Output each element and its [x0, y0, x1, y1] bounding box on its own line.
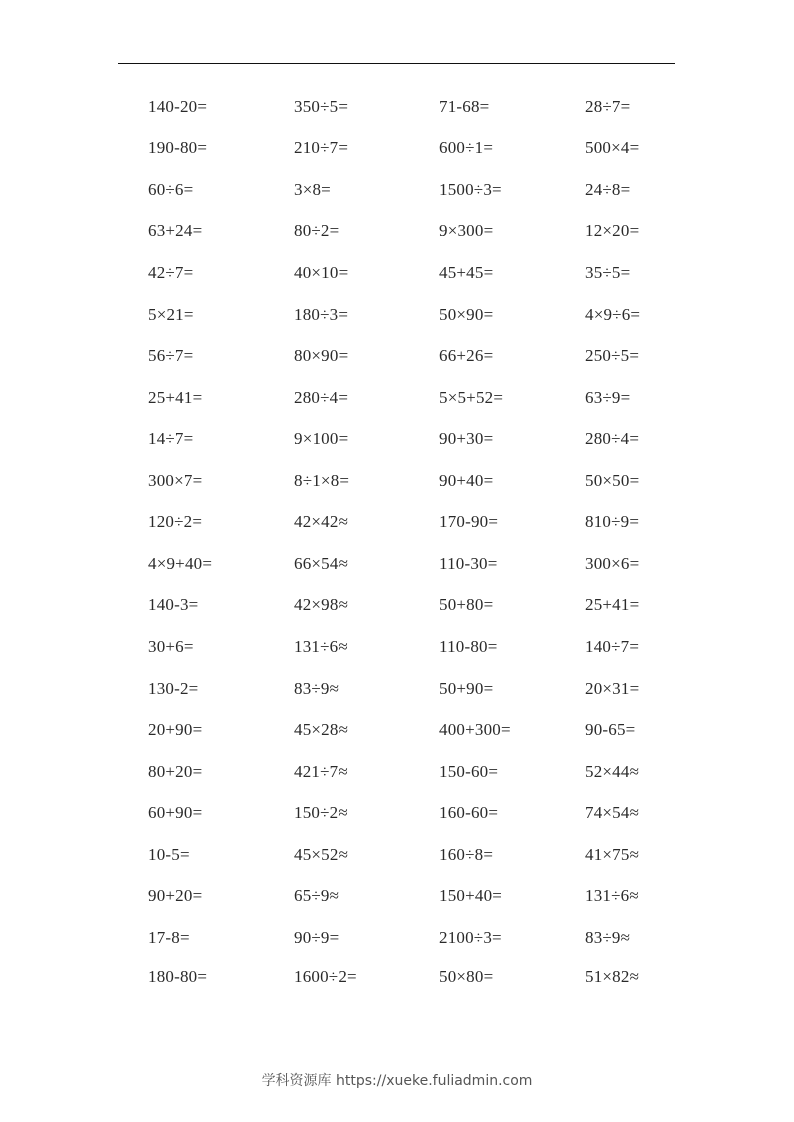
- math-problem: 50×90=: [439, 305, 494, 324]
- math-problem: 90÷9=: [294, 928, 340, 947]
- math-problem: 150÷2≈: [294, 803, 348, 822]
- math-problem: 1500÷3=: [439, 180, 502, 199]
- math-problem: 170-90=: [439, 512, 499, 531]
- math-problem: 300×7=: [148, 471, 203, 490]
- math-problem: 50+80=: [439, 595, 494, 614]
- problem-row: [148, 884, 708, 908]
- math-problem: 150-60=: [439, 762, 499, 781]
- problem-row: [148, 178, 708, 202]
- math-problem: 41×75≈: [585, 845, 640, 864]
- math-problem: 52×44≈: [585, 762, 640, 781]
- math-problem: 17-8=: [148, 928, 190, 947]
- math-problem: 80÷2=: [294, 221, 340, 240]
- math-problem: 60+90=: [148, 803, 203, 822]
- math-problem: 14÷7=: [148, 429, 194, 448]
- math-problem: 51×82≈: [585, 967, 640, 986]
- math-problem: 90+20=: [148, 886, 203, 905]
- math-problem: 45×28≈: [294, 720, 349, 739]
- math-problem: 90+40=: [439, 471, 494, 490]
- math-problem: 300×6=: [585, 554, 640, 573]
- math-problem: 66+26=: [439, 346, 494, 365]
- problem-row: [148, 510, 708, 534]
- math-problem: 120÷2=: [148, 512, 203, 531]
- math-problem: 45×52≈: [294, 845, 349, 864]
- problem-row: [148, 95, 708, 119]
- math-problem: 280÷4=: [585, 429, 640, 448]
- problem-row: [148, 593, 708, 617]
- problem-row: [148, 219, 708, 243]
- problem-row: [148, 843, 708, 867]
- math-problem: 50×80=: [439, 967, 494, 986]
- problem-row: [148, 386, 708, 410]
- math-problem: 12×20=: [585, 221, 640, 240]
- problem-row: [148, 136, 708, 160]
- math-problem: 80×90=: [294, 346, 349, 365]
- math-problem: 130-2=: [148, 679, 199, 698]
- math-problem: 140-3=: [148, 595, 199, 614]
- problem-row: [148, 552, 708, 576]
- problem-row: [148, 303, 708, 327]
- math-problem: 421÷7≈: [294, 762, 348, 781]
- math-problem: 83÷9≈: [294, 679, 340, 698]
- math-problem: 1600÷2=: [294, 967, 357, 986]
- math-problem: 9×100=: [294, 429, 349, 448]
- problem-row: [148, 344, 708, 368]
- math-problem: 10-5=: [148, 845, 190, 864]
- header-rule: [118, 63, 675, 64]
- math-problem: 110-80=: [439, 637, 498, 656]
- math-problem: 45+45=: [439, 263, 494, 282]
- math-problem: 65÷9≈: [294, 886, 340, 905]
- problem-row: [148, 801, 708, 825]
- problem-row: [148, 718, 708, 742]
- math-problem: 28÷7=: [585, 97, 631, 116]
- math-problem: 3×8=: [294, 180, 331, 199]
- math-problem: 63÷9=: [585, 388, 631, 407]
- math-problem: 30+6=: [148, 637, 194, 656]
- math-problem: 250÷5=: [585, 346, 640, 365]
- math-problem: 110-30=: [439, 554, 498, 573]
- math-problem: 280÷4=: [294, 388, 349, 407]
- math-problem: 5×21=: [148, 305, 194, 324]
- math-problem: 140-20=: [148, 97, 208, 116]
- math-problem: 400+300=: [439, 720, 511, 739]
- math-problem: 42×98≈: [294, 595, 349, 614]
- problem-row: [148, 427, 708, 451]
- problem-row: [148, 760, 708, 784]
- math-problem: 8÷1×8=: [294, 471, 350, 490]
- math-problem: 56÷7=: [148, 346, 194, 365]
- math-problem: 350÷5=: [294, 97, 349, 116]
- math-problem: 80+20=: [148, 762, 203, 781]
- math-problem: 71-68=: [439, 97, 490, 116]
- math-problem: 74×54≈: [585, 803, 640, 822]
- math-problem: 66×54≈: [294, 554, 349, 573]
- math-problem: 190-80=: [148, 138, 208, 157]
- math-problem: 4×9+40=: [148, 554, 213, 573]
- math-problem: 600÷1=: [439, 138, 494, 157]
- math-problem: 131÷6≈: [585, 886, 639, 905]
- math-problem: 2100÷3=: [439, 928, 502, 947]
- math-problem: 180-80=: [148, 967, 208, 986]
- problem-row: [148, 677, 708, 701]
- math-problem: 4×9÷6=: [585, 305, 641, 324]
- math-problem: 60÷6=: [148, 180, 194, 199]
- math-problem: 25+41=: [585, 595, 640, 614]
- math-problem: 140÷7=: [585, 637, 640, 656]
- math-problem: 90+30=: [439, 429, 494, 448]
- math-problem: 25+41=: [148, 388, 203, 407]
- math-problem: 20+90=: [148, 720, 203, 739]
- problem-row: [148, 926, 708, 950]
- math-problem: 42÷7=: [148, 263, 194, 282]
- math-problem: 63+24=: [148, 221, 203, 240]
- math-problem: 50+90=: [439, 679, 494, 698]
- math-problem: 160÷8=: [439, 845, 494, 864]
- math-problem: 42×42≈: [294, 512, 349, 531]
- math-problem: 160-60=: [439, 803, 499, 822]
- math-problem: 810÷9=: [585, 512, 640, 531]
- math-problem: 90-65=: [585, 720, 636, 739]
- math-problem: 35÷5=: [585, 263, 631, 282]
- math-problem: 500×4=: [585, 138, 640, 157]
- math-problem: 131÷6≈: [294, 637, 348, 656]
- math-problem: 50×50=: [585, 471, 640, 490]
- math-problem: 40×10=: [294, 263, 349, 282]
- problem-row: [148, 965, 708, 989]
- math-problem: 150+40=: [439, 886, 503, 905]
- math-problem: 20×31=: [585, 679, 640, 698]
- problem-row: [148, 261, 708, 285]
- math-problem: 210÷7=: [294, 138, 349, 157]
- footer-watermark: 学科资源库 https://xueke.fuliadmin.com: [261, 1073, 533, 1089]
- problem-row: [148, 469, 708, 493]
- math-problem: 83÷9≈: [585, 928, 631, 947]
- math-problem: 180÷3=: [294, 305, 349, 324]
- math-problem: 5×5+52=: [439, 388, 504, 407]
- problem-row: [148, 635, 708, 659]
- math-problem: 24÷8=: [585, 180, 631, 199]
- math-problem: 9×300=: [439, 221, 494, 240]
